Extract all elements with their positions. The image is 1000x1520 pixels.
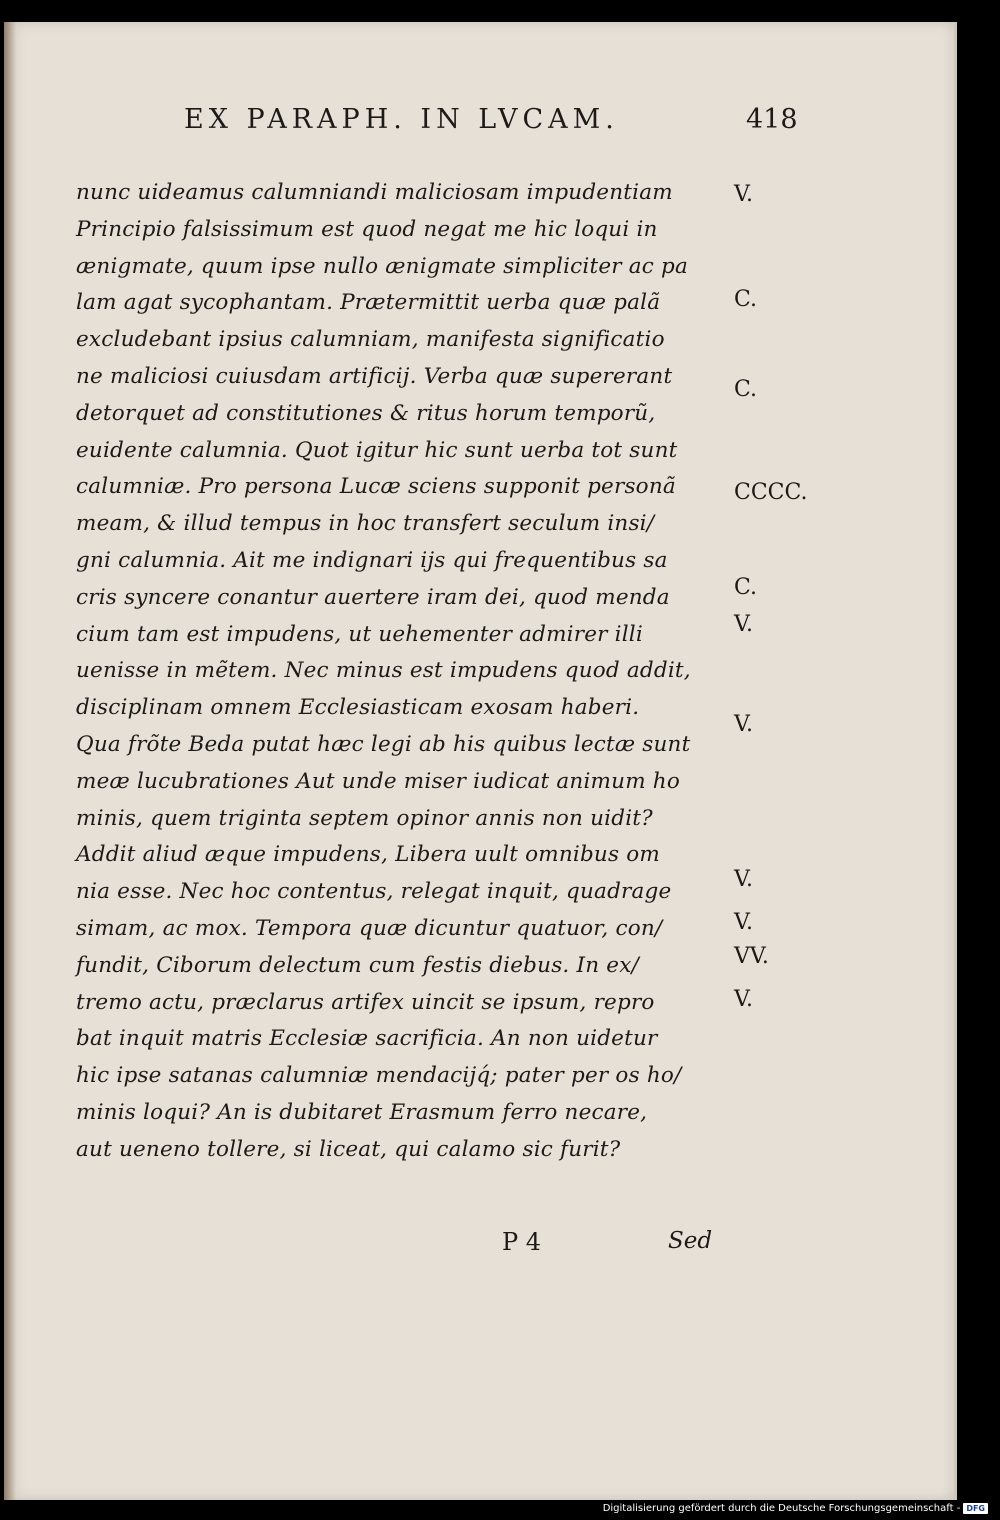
- page-header: [4, 104, 954, 154]
- text-line: Principio falsissimum est quod negat me hic loqui in: [76, 216, 658, 242]
- text-line: hic ipse satanas calumniæ mendacijq́; pater per os ho/: [76, 1063, 682, 1089]
- margin-note: C.: [734, 377, 758, 402]
- text-line: Addit aliud æque impudens, Libera uult omnibus om: [76, 842, 660, 868]
- text-line: aut ueneno tollere, si liceat, qui calamo sic furit?: [76, 1136, 621, 1162]
- text-line: simam, ac mox. Tempora quæ dicuntur quatuor, con/: [76, 915, 663, 941]
- text-line: excludebant ipsius calumniam, manifesta significatio: [76, 327, 665, 353]
- text-line: meam, & illud tempus in hoc transfert seculum insi/: [76, 511, 655, 537]
- running-head: EX PARAPH. IN LVCAM.: [184, 104, 619, 135]
- text-line: meæ lucubrationes Aut unde miser iudicat animum ho: [76, 768, 681, 794]
- margin-note: V.: [734, 712, 754, 737]
- margin-note: C.: [734, 287, 758, 312]
- margin-note: V.: [734, 182, 754, 207]
- page-footer: [4, 1228, 954, 1268]
- folio-number: 418: [746, 104, 798, 135]
- text-line: minis loqui? An is dubitaret Erasmum ferro necare,: [76, 1099, 648, 1125]
- text-block: [76, 175, 726, 1169]
- text-line: cris syncere conantur auertere iram dei, quod menda: [76, 584, 670, 610]
- funding-credit: [603, 1503, 988, 1514]
- text-line: tremo actu, præclarus artifex uincit se ipsum, repro: [76, 989, 655, 1015]
- text-line: calumniæ. Pro persona Lucæ sciens supponit personã: [76, 474, 676, 500]
- text-line: Qua frõte Beda putat hæc legi ab his quibus lectæ sunt: [76, 731, 691, 757]
- text-line: minis, quem triginta septem opinor annis non uidit?: [76, 805, 653, 831]
- text-line: cium tam est impudens, ut uehementer admirer illi: [76, 621, 643, 647]
- margin-note: V.: [734, 910, 754, 935]
- text-line: ne maliciosi cuiusdam artificij. Verba quæ supererant: [76, 363, 673, 389]
- dfg-logo-icon: DFG: [963, 1503, 988, 1514]
- margin-note: V.: [734, 867, 754, 892]
- margin-note: V.: [734, 612, 754, 637]
- signature-mark: P 4: [502, 1228, 542, 1256]
- catchword: Sed: [668, 1228, 713, 1254]
- margin-note: C.: [734, 575, 758, 600]
- text-line: lam agat sycophantam. Prætermittit uerba quæ palã: [76, 290, 661, 316]
- text-line: bat inquit matris Ecclesiæ sacrificia. An non uidetur: [76, 1026, 658, 1052]
- text-line: detorquet ad constitutiones & ritus horum temporũ,: [76, 400, 656, 426]
- text-line: uenisse in mẽtem. Nec minus est impudens quod addit,: [76, 658, 691, 684]
- margin-note: CCCC.: [734, 480, 808, 505]
- text-line: ænigmate, quum ipse nullo ænigmate simpliciter ac pa: [76, 253, 689, 279]
- text-line: disciplinam omnem Ecclesiasticam exosam haberi.: [76, 695, 640, 721]
- text-line: nia esse. Nec hoc contentus, relegat inquit, quadrage: [76, 879, 672, 905]
- text-line: fundit, Ciborum delectum cum festis diebus. In ex/: [76, 952, 639, 978]
- book-page: [4, 22, 957, 1500]
- funding-credit-text: Digitalisierung gefördert durch die Deutsche Forschungsgemeinschaft -: [602, 1503, 961, 1514]
- text-line: euidente calumnia. Quot igitur hic sunt uerba tot sunt: [76, 437, 678, 463]
- text-line: nunc uideamus calumniandi maliciosam impudentiam: [76, 180, 673, 205]
- text-line: gni calumnia. Ait me indignari ijs qui frequentibus sa: [76, 547, 668, 573]
- margin-note: VV.: [734, 944, 769, 969]
- margin-note: V.: [734, 987, 754, 1012]
